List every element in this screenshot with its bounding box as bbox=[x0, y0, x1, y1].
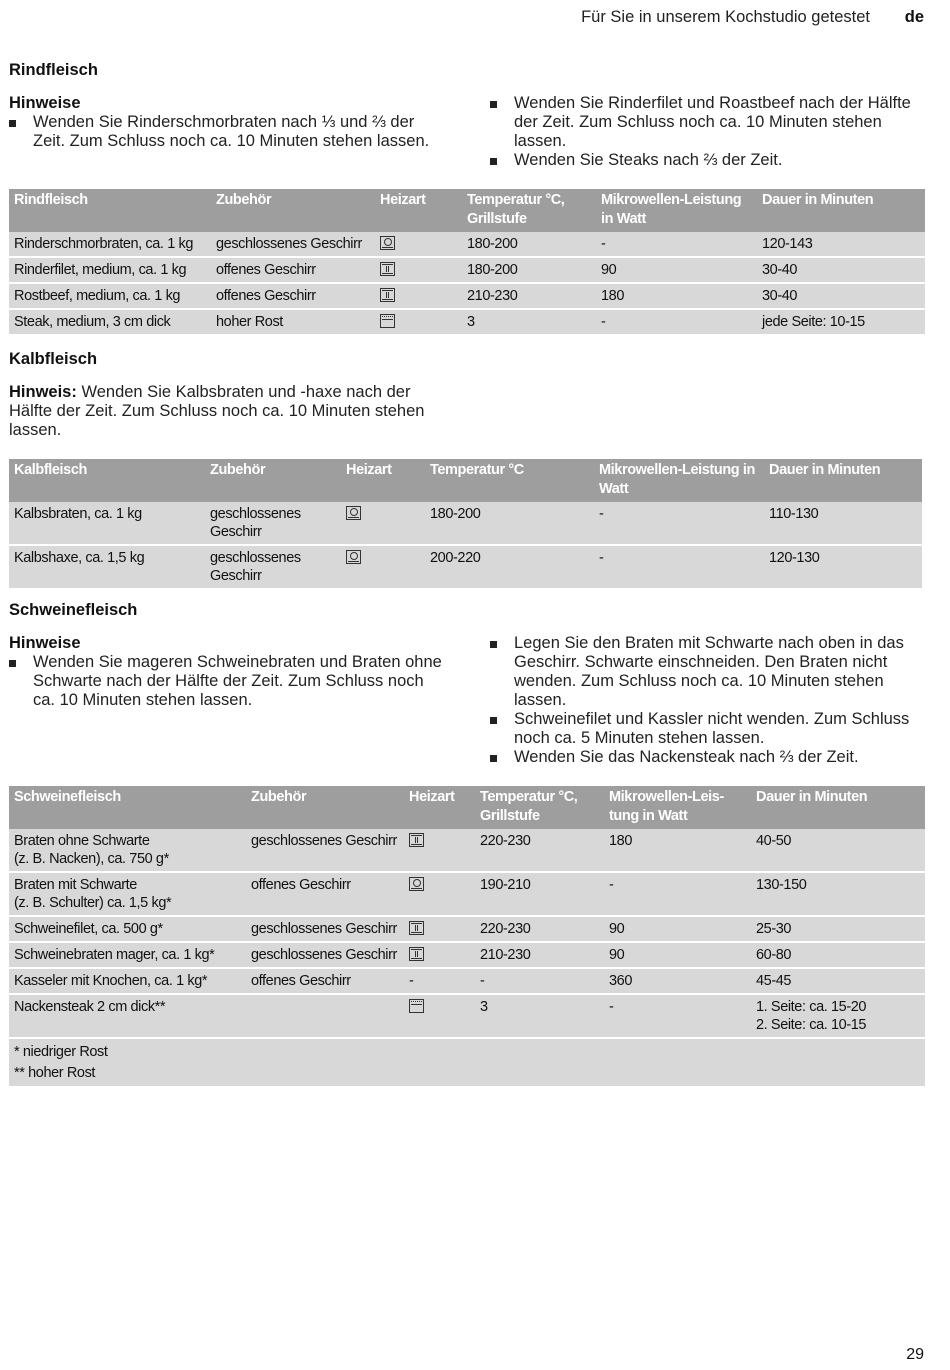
table-row bbox=[9, 872, 925, 916]
cell-temperature: 3 bbox=[462, 309, 596, 334]
cell-accessory: geschlossenes Geschirr bbox=[205, 502, 341, 545]
hint-text: Legen Sie den Braten mit Schwarte nach oben in das Geschirr. Schwarte einschneiden. Den Braten nicht wenden. Zum Schluss noch ca. 10 Minuten stehen lassen. bbox=[514, 634, 904, 709]
cell-duration: 40-50 bbox=[751, 829, 925, 872]
column-header: Dauer in Minuten bbox=[757, 189, 925, 232]
pork-hints-right bbox=[490, 634, 920, 767]
cell-heating bbox=[375, 232, 462, 257]
column-header: Zubehör bbox=[246, 786, 404, 829]
veal-table bbox=[9, 459, 922, 588]
section-title-pork: Schweinefleisch bbox=[9, 601, 138, 619]
column-header: Kalbfleisch bbox=[9, 459, 205, 502]
column-header: Temperatur °C bbox=[425, 459, 594, 502]
column-header: Dauer in Minuten bbox=[764, 459, 922, 502]
cell-heating bbox=[375, 257, 462, 283]
table-row bbox=[9, 502, 922, 545]
header-title: Für Sie in unserem Kochstudio getestet bbox=[581, 8, 870, 26]
list-item bbox=[9, 653, 449, 710]
table-notes-row bbox=[9, 1038, 925, 1086]
cell-temperature: 190-210 bbox=[475, 872, 604, 916]
cell-duration: 1. Seite: ca. 15-20 2. Seite: ca. 10-15 bbox=[751, 994, 925, 1038]
language-tag: de bbox=[904, 8, 924, 26]
bullet-icon bbox=[490, 755, 497, 762]
list-item bbox=[490, 748, 920, 767]
cell-temperature: 180-200 bbox=[425, 502, 594, 545]
cell-name: Braten ohne Schwarte (z. B. Nacken), ca. 750 g* bbox=[9, 829, 246, 872]
table-notes bbox=[9, 1038, 925, 1086]
cell-name: Schweinefilet, ca. 500 g* bbox=[9, 916, 246, 942]
table-row bbox=[9, 968, 925, 994]
bullet-icon bbox=[9, 660, 16, 667]
cell-name: Rinderfilet, medium, ca. 1 kg bbox=[9, 257, 211, 283]
hint-text: Schweinefilet und Kassler nicht wenden. Zum Schluss noch ca. 5 Minuten stehen lassen. bbox=[514, 710, 910, 747]
table-row bbox=[9, 829, 925, 872]
grill-icon bbox=[380, 314, 395, 328]
hint-text: Wenden Sie Rinderschmorbraten nach ⅓ und ⅔ der Zeit. Zum Schluss noch ca. 10 Minuten stehen lassen. bbox=[33, 113, 430, 150]
beef-table bbox=[9, 189, 925, 334]
cell-duration: 110-130 bbox=[764, 502, 922, 545]
cell-microwave: - bbox=[596, 232, 757, 257]
cell-duration: 130-150 bbox=[751, 872, 925, 916]
footnote: ** hoher Rost bbox=[14, 1065, 96, 1081]
cell-name: Rostbeef, medium, ca. 1 kg bbox=[9, 283, 211, 309]
cell-name: Schweinebraten mager, ca. 1 kg* bbox=[9, 942, 246, 968]
cell-name: Kalbsbraten, ca. 1 kg bbox=[9, 502, 205, 545]
column-header: Temperatur °C, Grillstufe bbox=[475, 786, 604, 829]
column-header: Dauer in Minuten bbox=[751, 786, 925, 829]
column-header: Zubehör bbox=[205, 459, 341, 502]
cell-duration: 120-130 bbox=[764, 545, 922, 588]
table-row bbox=[9, 994, 925, 1038]
cell-temperature: 180-200 bbox=[462, 232, 596, 257]
cell-microwave: - bbox=[596, 309, 757, 334]
table-header-row bbox=[9, 786, 925, 829]
cell-temperature: 200-220 bbox=[425, 545, 594, 588]
cell-accessory: offenes Geschirr bbox=[246, 872, 404, 916]
cell-accessory: offenes Geschirr bbox=[211, 257, 375, 283]
cell-name: Braten mit Schwarte (z. B. Schulter) ca. 1,5 kg* bbox=[9, 872, 246, 916]
cell-name: Nackensteak 2 cm dick** bbox=[9, 994, 246, 1038]
cell-accessory: offenes Geschirr bbox=[211, 283, 375, 309]
cell-heating bbox=[404, 916, 475, 942]
bullet-icon bbox=[490, 101, 497, 108]
cell-temperature: 220-230 bbox=[475, 916, 604, 942]
hint-text: Wenden Sie das Nackensteak nach ⅔ der Zeit. bbox=[514, 748, 859, 766]
cell-microwave: - bbox=[594, 545, 764, 588]
cell-name: Steak, medium, 3 cm dick bbox=[9, 309, 211, 334]
hint-text: Wenden Sie Steaks nach ⅔ der Zeit. bbox=[514, 151, 783, 169]
pork-table bbox=[9, 786, 925, 1086]
cell-accessory: geschlossenes Geschirr bbox=[205, 545, 341, 588]
cell-duration: 45-45 bbox=[751, 968, 925, 994]
cell-accessory: geschlossenes Geschirr bbox=[246, 829, 404, 872]
cell-duration: jede Seite: 10-15 bbox=[757, 309, 925, 334]
cell-accessory: geschlossenes Geschirr bbox=[211, 232, 375, 257]
cell-temperature: 220-230 bbox=[475, 829, 604, 872]
top-bottom-heat-icon bbox=[409, 921, 424, 935]
veal-hint-label: Hinweis: bbox=[9, 383, 77, 401]
pork-hints-left bbox=[9, 634, 449, 710]
cell-name: Kasseler mit Knochen, ca. 1 kg* bbox=[9, 968, 246, 994]
table-row bbox=[9, 942, 925, 968]
section-title-beef: Rindfleisch bbox=[9, 61, 98, 79]
cell-microwave: 90 bbox=[604, 942, 751, 968]
column-header: Mikrowellen-Leistung in Watt bbox=[596, 189, 757, 232]
cell-microwave: - bbox=[604, 994, 751, 1038]
column-header: Schweinefleisch bbox=[9, 786, 246, 829]
cell-microwave: 180 bbox=[604, 829, 751, 872]
page-number: 29 bbox=[906, 1346, 924, 1363]
veal-hint bbox=[9, 383, 449, 440]
cell-duration: 120-143 bbox=[757, 232, 925, 257]
hint-text: Wenden Sie mageren Schweinebraten und Braten ohne Schwarte nach der Hälfte der Zeit. Zum Schluss noch ca. 10 Minuten stehen lassen. bbox=[33, 653, 442, 709]
cell-heating: - bbox=[404, 968, 475, 994]
grill-icon bbox=[409, 999, 424, 1013]
beef-hints-left bbox=[9, 94, 449, 151]
cell-heating bbox=[404, 994, 475, 1038]
table-row bbox=[9, 232, 925, 257]
cell-temperature: 3 bbox=[475, 994, 604, 1038]
table-row bbox=[9, 283, 925, 309]
hint-text: Wenden Sie Rinderfilet und Roastbeef nach der Hälfte der Zeit. Zum Schluss noch ca. 10 Minuten stehen lassen. bbox=[514, 94, 911, 150]
cell-accessory: geschlossenes Geschirr bbox=[246, 942, 404, 968]
cell-duration: 30-40 bbox=[757, 257, 925, 283]
cell-microwave: - bbox=[604, 872, 751, 916]
section-title-veal: Kalbfleisch bbox=[9, 350, 98, 368]
fan-icon bbox=[346, 550, 361, 564]
column-header: Heizart bbox=[404, 786, 475, 829]
list-item bbox=[490, 634, 920, 710]
bullet-icon bbox=[9, 120, 16, 127]
beef-hints-right bbox=[490, 94, 920, 170]
column-header: Zubehör bbox=[211, 189, 375, 232]
bullet-icon bbox=[490, 641, 497, 648]
column-header: Mikrowellen-Leistung in Watt bbox=[594, 459, 764, 502]
table-row bbox=[9, 257, 925, 283]
table-row bbox=[9, 545, 922, 588]
fan-icon bbox=[346, 506, 361, 520]
top-bottom-heat-icon bbox=[409, 947, 424, 961]
list-item bbox=[490, 94, 920, 151]
table-header-row bbox=[9, 189, 925, 232]
cell-heating bbox=[404, 829, 475, 872]
list-item bbox=[490, 710, 920, 748]
cell-temperature: 210-230 bbox=[462, 283, 596, 309]
column-header: Heizart bbox=[375, 189, 462, 232]
cell-microwave: 90 bbox=[596, 257, 757, 283]
cell-microwave: 360 bbox=[604, 968, 751, 994]
table-row bbox=[9, 916, 925, 942]
cell-microwave: - bbox=[594, 502, 764, 545]
cell-accessory: hoher Rost bbox=[211, 309, 375, 334]
list-item bbox=[9, 113, 449, 151]
top-bottom-heat-icon bbox=[409, 833, 424, 847]
cell-temperature: 180-200 bbox=[462, 257, 596, 283]
cell-temperature: 210-230 bbox=[475, 942, 604, 968]
cell-heating bbox=[341, 502, 425, 545]
cell-heating bbox=[341, 545, 425, 588]
cell-heating bbox=[404, 872, 475, 916]
cell-name: Rinderschmorbraten, ca. 1 kg bbox=[9, 232, 211, 257]
cell-microwave: 180 bbox=[596, 283, 757, 309]
column-header: Mikrowellen-Leistung in Watt bbox=[604, 786, 751, 829]
column-header: Rindfleisch bbox=[9, 189, 211, 232]
cell-duration: 25-30 bbox=[751, 916, 925, 942]
fan-icon bbox=[409, 877, 424, 891]
list-item bbox=[490, 151, 920, 170]
cell-accessory: offenes Geschirr bbox=[246, 968, 404, 994]
top-bottom-heat-icon bbox=[380, 262, 395, 276]
footnote: * niedriger Rost bbox=[14, 1044, 108, 1060]
bullet-icon bbox=[490, 158, 497, 165]
cell-temperature: - bbox=[475, 968, 604, 994]
cell-heating bbox=[375, 283, 462, 309]
cell-name: Kalbshaxe, ca. 1,5 kg bbox=[9, 545, 205, 588]
table-header-row bbox=[9, 459, 922, 502]
column-header: Temperatur °C, Grillstufe bbox=[462, 189, 596, 232]
fan-icon bbox=[380, 236, 395, 250]
column-header: Heizart bbox=[341, 459, 425, 502]
cell-duration: 30-40 bbox=[757, 283, 925, 309]
pork-hint-title: Hinweise bbox=[9, 634, 81, 652]
bullet-icon bbox=[490, 717, 497, 724]
table-row bbox=[9, 309, 925, 334]
cell-accessory bbox=[246, 994, 404, 1038]
top-bottom-heat-icon bbox=[380, 288, 395, 302]
hint-text: Wenden Sie Kalbsbraten und -haxe nach der Hälfte der Zeit. Zum Schluss noch ca. 10 Minuten stehen lassen. bbox=[9, 383, 425, 439]
cell-heating bbox=[404, 942, 475, 968]
cell-duration: 60-80 bbox=[751, 942, 925, 968]
cell-heating bbox=[375, 309, 462, 334]
cell-accessory: geschlossenes Geschirr bbox=[246, 916, 404, 942]
beef-hint-title: Hinweise bbox=[9, 94, 81, 112]
cell-microwave: 90 bbox=[604, 916, 751, 942]
